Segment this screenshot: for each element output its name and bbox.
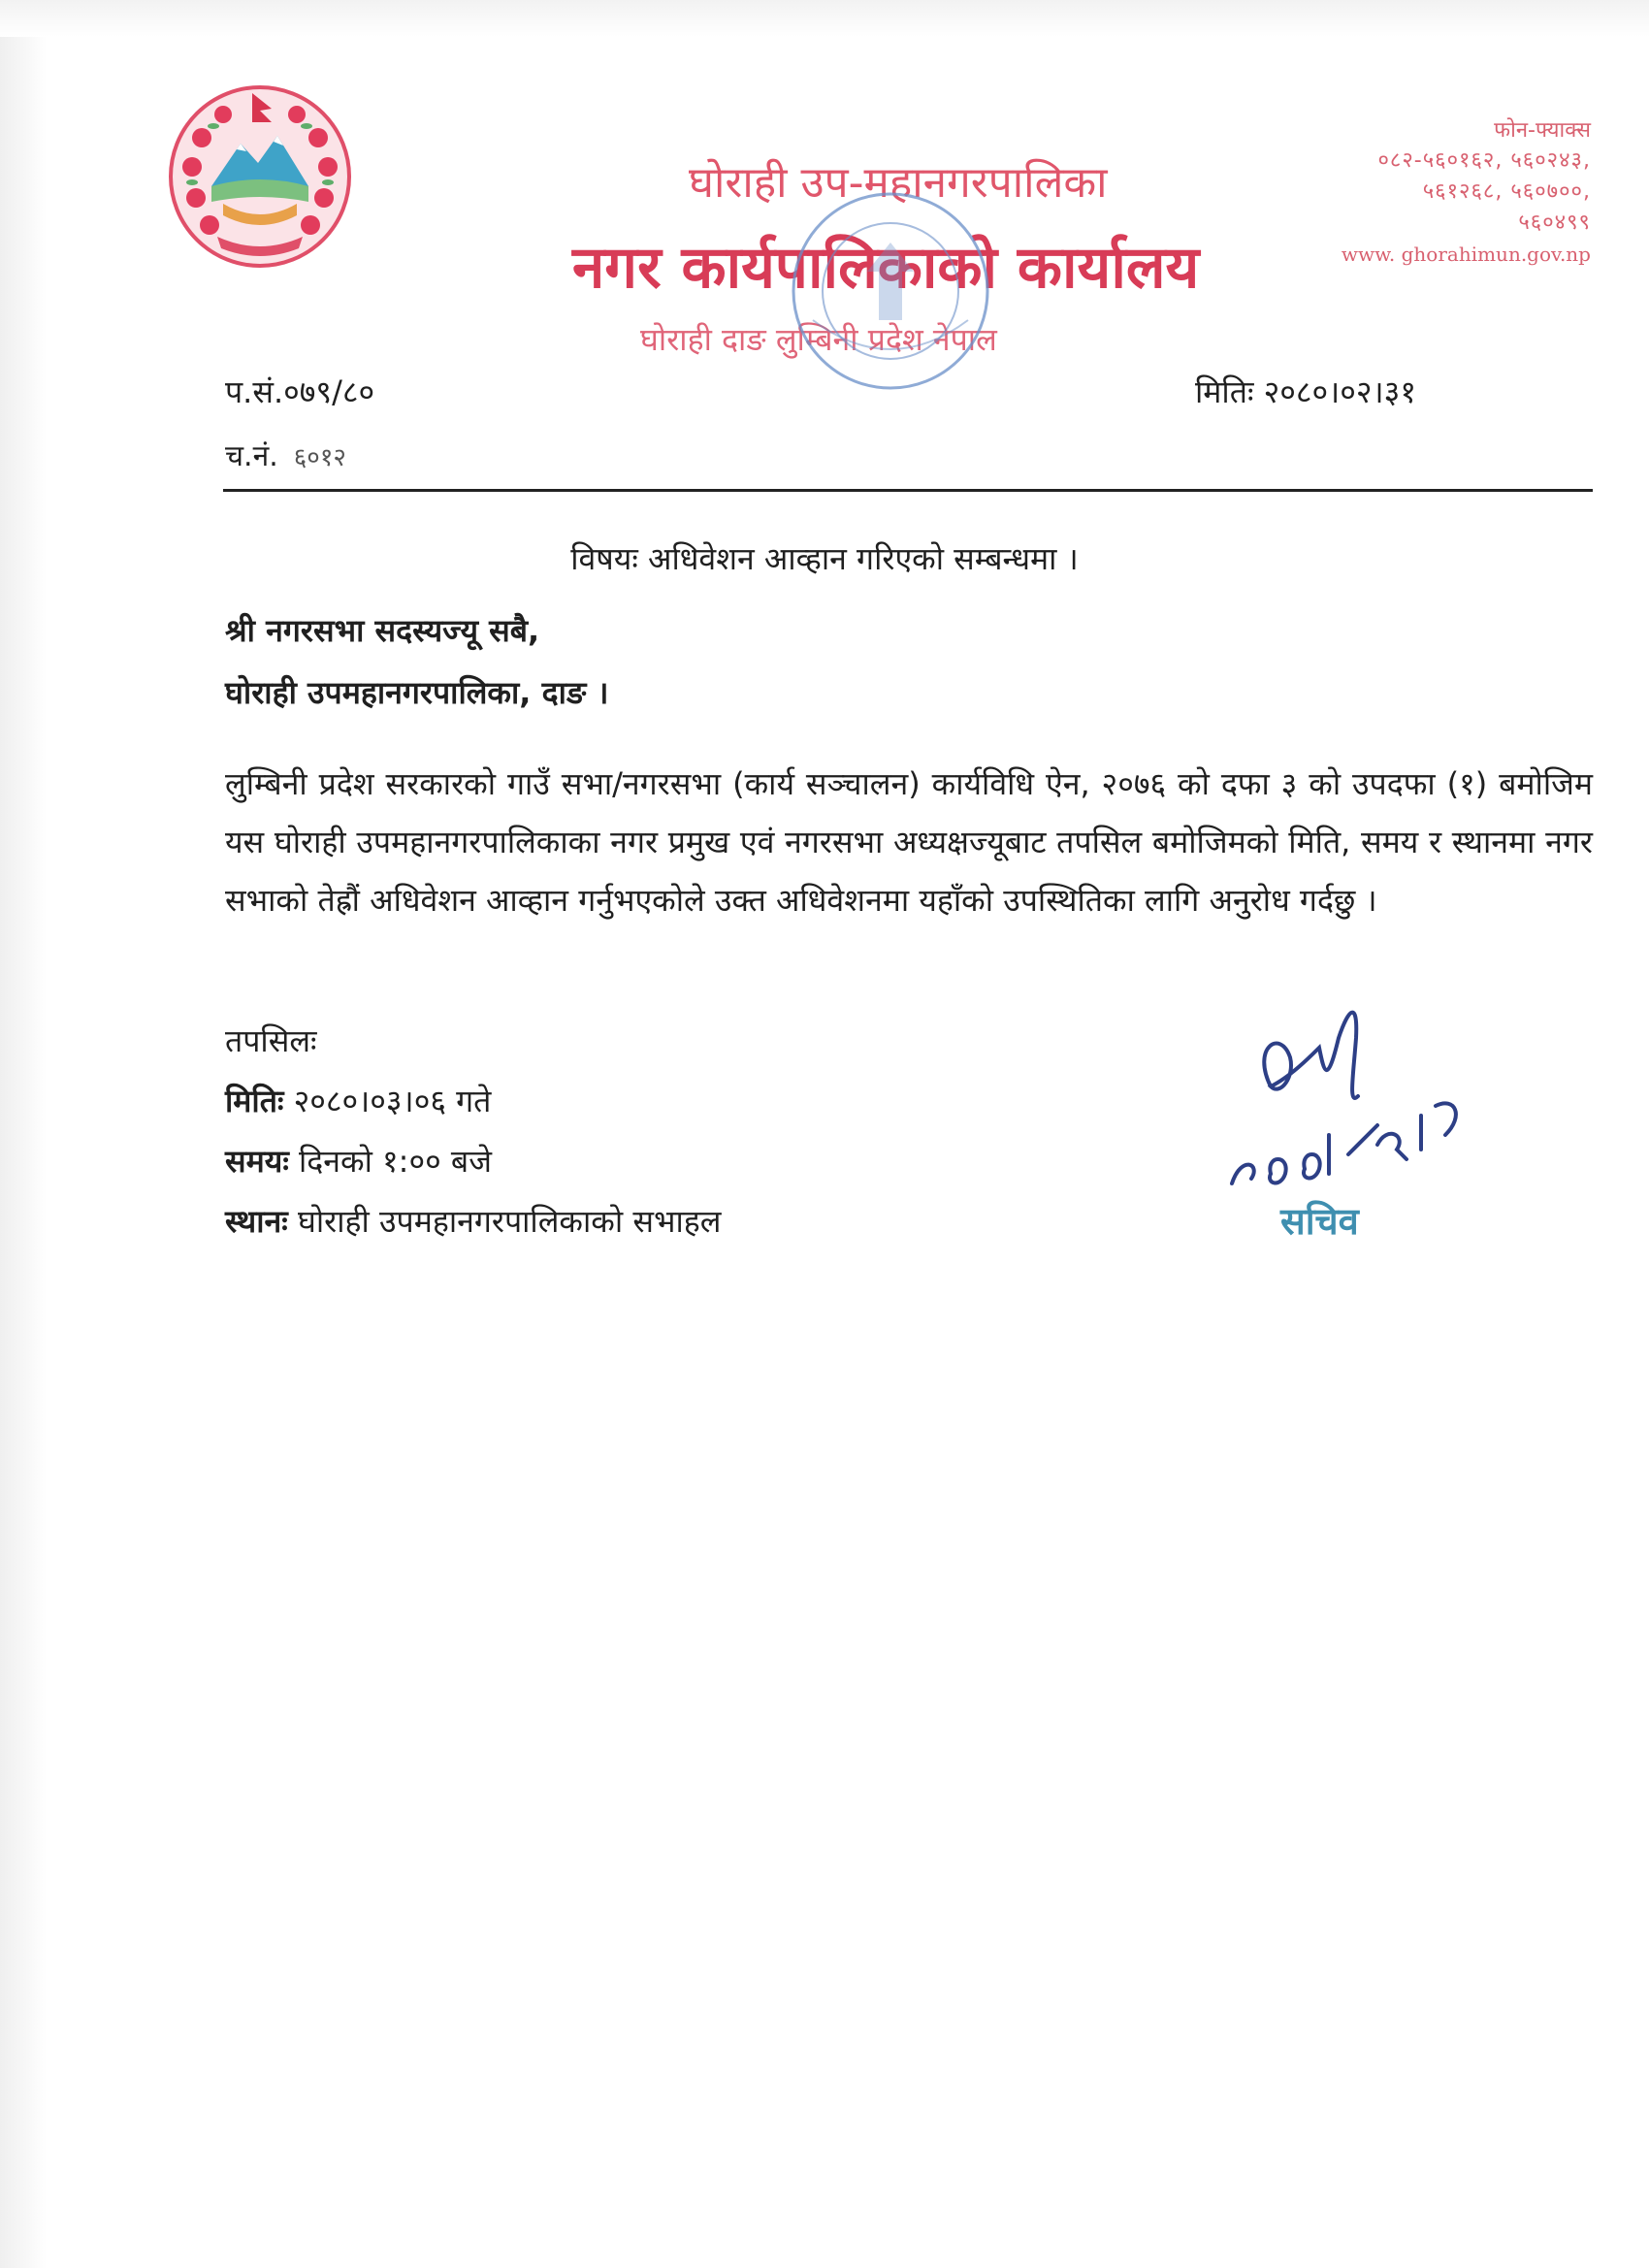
time-value: दिनको १:०० बजे (298, 1143, 492, 1180)
header-divider (223, 489, 1593, 492)
place-value: घोराही उपमहानगरपालिकाको सभाहल (297, 1203, 722, 1240)
meeting-details (225, 1011, 1098, 1251)
phone-line: ५६०४९९ (1518, 211, 1591, 235)
patra-sankhya: प.सं.०७९/८० (225, 373, 375, 410)
subject-line: विषयः अधिवेशन आव्हान गरिएको सम्बन्धमा । (570, 540, 1079, 577)
letter-body: लुम्बिनी प्रदेश सरकारको गाउँ सभा/नगरसभा (कार्य सञ्चालन) कार्यविधि ऐन, २०७६ को दफा ३ को उपदफा (१) बमोजिम यस घोराही उपमहानगरपालिकाका नगर प्रमुख एवं नगरसभा अध्यक्षज्यूबाट तपसिल बमोजिमको मिति, समय र स्थानमा नगर सभाको तेह्रौं अधिवेशन आव्हान गर्नुभएकोले उक्त अधिवेशनमा यहाँको उपस्थितिका लागि अनुरोध गर्दछु । (225, 765, 1593, 919)
phone-line: ५६१२६८, ५६०७००, (1422, 179, 1591, 204)
time-label: समयः (225, 1143, 289, 1180)
chalani-label: च.नं. (225, 439, 278, 473)
addressee-line: श्री नगरसभा सदस्यज्यू सबै, (225, 612, 540, 649)
phone-line: ०८२-५६०१६२, ५६०२४३, (1377, 148, 1591, 173)
date-label: मितिः (225, 1083, 284, 1119)
scan-shadow-top (0, 0, 1649, 37)
municipality-name: घोराही उप-महानगरपालिका (689, 158, 1108, 208)
contact-label: फोन-फ्याक्स (1494, 118, 1591, 143)
scan-shadow-left (0, 0, 47, 2268)
details-heading: तपसिलः (225, 1022, 317, 1059)
details-time (225, 1131, 1098, 1191)
letter-date: मितिः २०८०।०२।३१ (1195, 373, 1416, 410)
date-value: २०८०।०३।०६ गते (293, 1083, 492, 1119)
office-stamp-icon (774, 175, 1007, 407)
addressee (225, 599, 1389, 724)
details-date (225, 1071, 1098, 1131)
nepal-emblem-icon (163, 80, 357, 274)
addressee-line: घोराही उपमहानगरपालिका, दाङ । (225, 674, 609, 711)
office-name: नगर कार्यपालिकाको कार्यालय (572, 234, 1200, 302)
details-place (225, 1191, 1098, 1251)
chalani-value: ६०१२ (293, 443, 346, 472)
website-link[interactable]: www. ghorahimun.gov.np (1341, 243, 1591, 266)
signatory-title: सचिव (1280, 1200, 1359, 1243)
chalani-number (225, 435, 346, 474)
contact-block (1300, 116, 1591, 270)
office-address: घोराही दाङ लुम्बिनी प्रदेश नेपाल (640, 321, 997, 358)
handwritten-signature-icon (1212, 980, 1504, 1203)
place-label: स्थानः (225, 1203, 288, 1240)
